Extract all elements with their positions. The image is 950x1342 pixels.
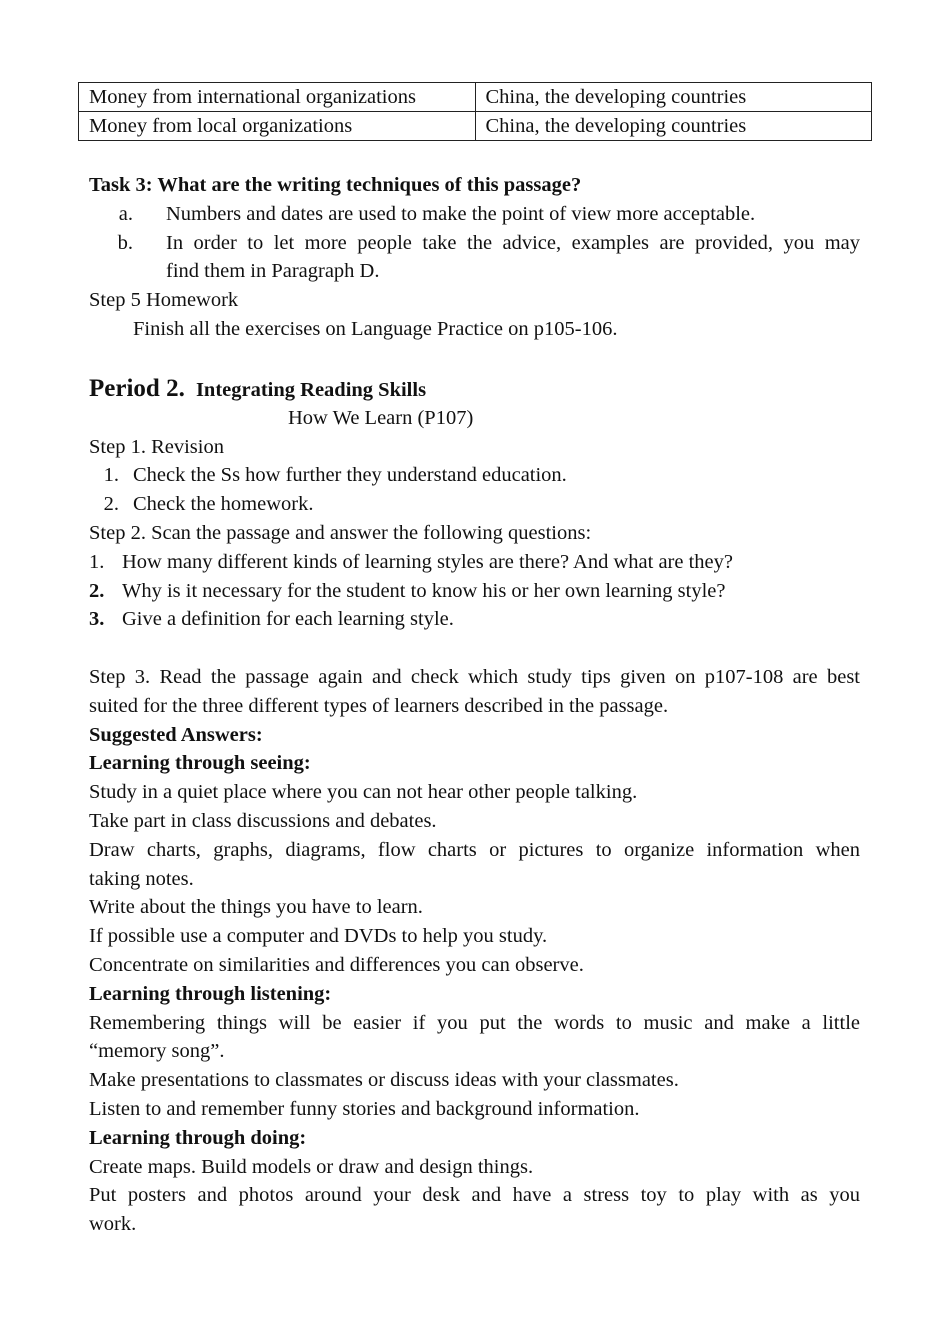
info-table [78, 82, 872, 141]
period-label: Period 2. [89, 374, 185, 402]
step5-title: Step 5 Homework [89, 289, 239, 312]
tip-line: If possible use a computer and DVDs to help you study. [89, 925, 548, 948]
list-text: find them in Paragraph D. [166, 260, 380, 283]
tip-line: Draw charts, graphs, diagrams, flow charts or pictures to organize information when [89, 838, 860, 861]
listening-heading: Learning through listening: [89, 982, 332, 1005]
step3-text: suited for the three different types of learners described in the passage. [89, 694, 669, 717]
list-text: In order to let more people take the advice, examples are provided, you may [166, 231, 860, 254]
table-cell: Money from local organizations [79, 112, 476, 141]
list-number: 1. [103, 464, 119, 487]
table-row [79, 83, 872, 112]
task3-item-b [89, 229, 860, 287]
list-text: Check the homework. [133, 493, 314, 516]
step3-text: Step 3. Read the passage again and check which study tips given on p107-108 are best [89, 665, 860, 688]
list-text: Why is it necessary for the student to know his or her own learning style? [122, 579, 726, 602]
table-cell: China, the developing countries [475, 83, 872, 112]
tip-line: Remembering things will be easier if you put the words to music and make a little [89, 1011, 860, 1034]
step5-text: Finish all the exercises on Language Practice on p105-106. [133, 317, 618, 340]
period-heading [89, 374, 860, 404]
tip-line: Put posters and photos around your desk and have a stress toy to play with as you [89, 1184, 860, 1207]
list-number: 2. [89, 579, 105, 602]
list-text: Check the Ss how further they understand education. [133, 464, 567, 487]
tip-line: Create maps. Build models or draw and design things. [89, 1155, 534, 1178]
seeing-heading: Learning through seeing: [89, 752, 311, 775]
list-text: Give a definition for each learning style. [122, 608, 454, 631]
tip-line: Write about the things you have to learn. [89, 896, 423, 919]
period-subtitle: Integrating Reading Skills [195, 378, 427, 401]
document-body [89, 171, 860, 1239]
list-item [89, 577, 860, 606]
tip-line: Take part in class discussions and debates. [89, 809, 437, 832]
task3-item-a [89, 200, 860, 229]
list-label: a. [118, 202, 133, 225]
list-item [89, 461, 860, 490]
task3-heading: Task 3: What are the writing techniques of this passage? [89, 174, 582, 196]
tip-line: taking notes. [89, 867, 194, 890]
list-text: Numbers and dates are used to make the point of view more acceptable. [166, 202, 756, 225]
passage-title: How We Learn (P107) [288, 406, 474, 429]
list-item [89, 490, 860, 519]
step2-title: Step 2. Scan the passage and answer the following questions: [89, 521, 592, 544]
list-number: 2. [103, 493, 119, 516]
list-number: 3. [89, 608, 105, 631]
tip-line: Study in a quiet place where you can not hear other people talking. [89, 781, 638, 804]
tip-line: Concentrate on similarities and differences you can observe. [89, 953, 584, 976]
doing-heading: Learning through doing: [89, 1126, 307, 1149]
step1-title: Step 1. Revision [89, 435, 224, 458]
table-row [79, 112, 872, 141]
answers-heading: Suggested Answers: [89, 723, 263, 746]
list-number: 1. [89, 550, 105, 573]
list-item [89, 548, 860, 577]
list-label: b. [117, 231, 133, 254]
table-cell: China, the developing countries [475, 112, 872, 141]
tip-line: Listen to and remember funny stories and background information. [89, 1097, 640, 1120]
tip-line: work. [89, 1213, 137, 1236]
tip-line: “memory song”. [89, 1040, 225, 1063]
list-text: How many different kinds of learning styles are there? And what are they? [122, 550, 733, 573]
tip-line: Make presentations to classmates or discuss ideas with your classmates. [89, 1069, 679, 1092]
table-cell: Money from international organizations [79, 83, 476, 112]
list-item [89, 605, 860, 634]
